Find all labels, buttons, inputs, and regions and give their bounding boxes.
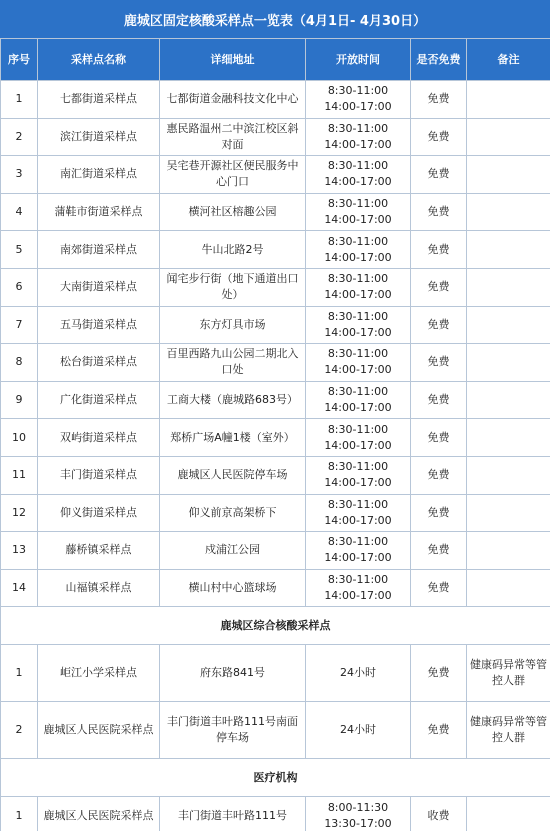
site-no: 5 bbox=[1, 231, 38, 269]
site-no: 3 bbox=[1, 156, 38, 194]
site-hours bbox=[306, 344, 411, 382]
site-hours bbox=[306, 569, 411, 607]
table-row bbox=[1, 344, 550, 382]
section-medical bbox=[1, 759, 550, 797]
site-address: 惠民路温州二中滨江校区斜对面 bbox=[160, 118, 306, 156]
header-address: 详细地址 bbox=[160, 39, 306, 81]
table-row bbox=[1, 532, 550, 570]
site-no: 1 bbox=[1, 797, 38, 831]
site-fee: 免费 bbox=[411, 306, 467, 344]
site-note: 健康码异常等管控人群 bbox=[467, 645, 550, 702]
table-row bbox=[1, 569, 550, 607]
site-address: 横河社区榕趣公园 bbox=[160, 193, 306, 231]
site-hours-line: 8:30-11:00 bbox=[327, 573, 389, 587]
site-fee: 免费 bbox=[411, 344, 467, 382]
site-hours-line: 14:00-17:00 bbox=[324, 476, 392, 490]
table-row bbox=[1, 231, 550, 269]
site-no: 1 bbox=[1, 645, 38, 702]
site-no: 2 bbox=[1, 118, 38, 156]
site-fee: 收费 bbox=[411, 797, 467, 831]
site-address: 丰门街道丰叶路111号 bbox=[160, 797, 306, 831]
site-hours-line: 14:00-17:00 bbox=[324, 213, 392, 227]
site-name: 五马街道采样点 bbox=[38, 306, 160, 344]
table-row bbox=[1, 456, 550, 494]
site-no: 2 bbox=[1, 702, 38, 759]
site-hours bbox=[306, 156, 411, 194]
site-name: 蒲鞋市街道采样点 bbox=[38, 193, 160, 231]
site-hours bbox=[306, 231, 411, 269]
site-note bbox=[467, 193, 550, 231]
site-note bbox=[467, 569, 550, 607]
site-note bbox=[467, 494, 550, 532]
site-hours-line: 8:30-11:00 bbox=[327, 309, 389, 323]
site-fee: 免费 bbox=[411, 268, 467, 306]
site-hours-line: 8:30-11:00 bbox=[327, 272, 389, 286]
section-comprehensive-label: 鹿城区综合核酸采样点 bbox=[1, 607, 550, 645]
site-hours bbox=[306, 532, 411, 570]
site-name: 松台街道采样点 bbox=[38, 344, 160, 382]
site-note bbox=[467, 344, 550, 382]
site-fee: 免费 bbox=[411, 156, 467, 194]
sampling-sites-table bbox=[0, 38, 550, 831]
site-hours-line: 14:00-17:00 bbox=[324, 589, 392, 603]
site-name: 双屿街道采样点 bbox=[38, 419, 160, 457]
site-name: 大南街道采样点 bbox=[38, 268, 160, 306]
site-no: 1 bbox=[1, 81, 38, 119]
site-no: 9 bbox=[1, 381, 38, 419]
site-hours-line: 8:30-11:00 bbox=[327, 347, 389, 361]
table-row bbox=[1, 702, 550, 759]
site-address: 吴宅巷开源社区便民服务中心门口 bbox=[160, 156, 306, 194]
site-hours bbox=[306, 81, 411, 119]
table-row bbox=[1, 494, 550, 532]
site-no: 8 bbox=[1, 344, 38, 382]
site-address: 横山村中心篮球场 bbox=[160, 569, 306, 607]
site-no: 14 bbox=[1, 569, 38, 607]
table-row bbox=[1, 419, 550, 457]
table-row bbox=[1, 268, 550, 306]
site-name: 藤桥镇采样点 bbox=[38, 532, 160, 570]
site-hours bbox=[306, 381, 411, 419]
site-note bbox=[467, 306, 550, 344]
site-hours-line: 8:30-11:00 bbox=[327, 84, 389, 98]
site-hours-line: 8:30-11:00 bbox=[327, 535, 389, 549]
site-hours-line: 8:30-11:00 bbox=[327, 422, 389, 436]
table-row bbox=[1, 645, 550, 702]
site-note bbox=[467, 797, 550, 831]
header-hours: 开放时间 bbox=[306, 39, 411, 81]
table-title: 鹿城区固定核酸采样点一览表（4月1日- 4月30日） bbox=[0, 0, 550, 38]
header-name: 采样点名称 bbox=[38, 39, 160, 81]
table-row bbox=[1, 81, 550, 119]
site-name: 南汇街道采样点 bbox=[38, 156, 160, 194]
site-note bbox=[467, 268, 550, 306]
site-note bbox=[467, 118, 550, 156]
site-address: 七都街道金融科技文化中心 bbox=[160, 81, 306, 119]
site-note bbox=[467, 231, 550, 269]
table-row bbox=[1, 306, 550, 344]
site-hours-line: 8:30-11:00 bbox=[327, 460, 389, 474]
table-row bbox=[1, 381, 550, 419]
site-fee: 免费 bbox=[411, 456, 467, 494]
site-note bbox=[467, 456, 550, 494]
site-address: 戍浦江公园 bbox=[160, 532, 306, 570]
site-hours-line: 24小时 bbox=[340, 723, 376, 737]
site-hours-line: 8:30-11:00 bbox=[327, 234, 389, 248]
site-hours-line: 14:00-17:00 bbox=[324, 175, 392, 189]
header-no: 序号 bbox=[1, 39, 38, 81]
site-fee: 免费 bbox=[411, 645, 467, 702]
site-hours bbox=[306, 456, 411, 494]
site-fee: 免费 bbox=[411, 193, 467, 231]
site-no: 4 bbox=[1, 193, 38, 231]
table-row bbox=[1, 193, 550, 231]
site-hours-line: 8:00-11:30 bbox=[327, 800, 389, 814]
site-fee: 免费 bbox=[411, 419, 467, 457]
site-no: 10 bbox=[1, 419, 38, 457]
site-hours-line: 14:00-17:00 bbox=[324, 137, 392, 151]
site-name: 南郊街道采样点 bbox=[38, 231, 160, 269]
site-fee: 免费 bbox=[411, 118, 467, 156]
site-fee: 免费 bbox=[411, 381, 467, 419]
site-fee: 免费 bbox=[411, 494, 467, 532]
site-hours bbox=[306, 494, 411, 532]
site-hours-line: 8:30-11:00 bbox=[327, 385, 389, 399]
site-address: 工商大楼（鹿城路683号） bbox=[160, 381, 306, 419]
site-hours bbox=[306, 306, 411, 344]
site-hours bbox=[306, 797, 411, 831]
site-fee: 免费 bbox=[411, 702, 467, 759]
site-hours bbox=[306, 118, 411, 156]
site-no: 11 bbox=[1, 456, 38, 494]
site-hours-line: 13:30-17:00 bbox=[324, 816, 392, 830]
site-note bbox=[467, 532, 550, 570]
site-hours bbox=[306, 419, 411, 457]
site-hours bbox=[306, 702, 411, 759]
site-fee: 免费 bbox=[411, 532, 467, 570]
site-no: 13 bbox=[1, 532, 38, 570]
site-hours-line: 8:30-11:00 bbox=[327, 121, 389, 135]
site-hours-line: 24小时 bbox=[340, 666, 376, 680]
site-name: 岠江小学采样点 bbox=[38, 645, 160, 702]
site-hours-line: 14:00-17:00 bbox=[324, 250, 392, 264]
site-name: 滨江街道采样点 bbox=[38, 118, 160, 156]
site-note: 健康码异常等管控人群 bbox=[467, 702, 550, 759]
site-no: 6 bbox=[1, 268, 38, 306]
site-hours bbox=[306, 193, 411, 231]
table-row bbox=[1, 118, 550, 156]
site-address: 仰义前京高架桥下 bbox=[160, 494, 306, 532]
section-comprehensive bbox=[1, 607, 550, 645]
site-hours-line: 14:00-17:00 bbox=[324, 551, 392, 565]
header-note: 备注 bbox=[467, 39, 550, 81]
site-address: 府东路841号 bbox=[160, 645, 306, 702]
site-note bbox=[467, 156, 550, 194]
site-hours bbox=[306, 645, 411, 702]
site-name: 仰义街道采样点 bbox=[38, 494, 160, 532]
site-hours-line: 14:00-17:00 bbox=[324, 325, 392, 339]
site-hours-line: 14:00-17:00 bbox=[324, 513, 392, 527]
site-address: 郑桥广场A幢1楼（室外） bbox=[160, 419, 306, 457]
site-name: 山福镇采样点 bbox=[38, 569, 160, 607]
site-hours-line: 14:00-17:00 bbox=[324, 401, 392, 415]
site-hours-line: 8:30-11:00 bbox=[327, 497, 389, 511]
site-note bbox=[467, 419, 550, 457]
site-no: 12 bbox=[1, 494, 38, 532]
table-row bbox=[1, 156, 550, 194]
site-name: 七都街道采样点 bbox=[38, 81, 160, 119]
site-address: 鹿城区人民医院停车场 bbox=[160, 456, 306, 494]
site-address: 闻宅步行街（地下通道出口处） bbox=[160, 268, 306, 306]
site-hours-line: 8:30-11:00 bbox=[327, 159, 389, 173]
header-free: 是否免费 bbox=[411, 39, 467, 81]
header-row bbox=[1, 39, 550, 81]
site-address: 丰门街道丰叶路111号南面停车场 bbox=[160, 702, 306, 759]
site-note bbox=[467, 81, 550, 119]
site-name: 鹿城区人民医院采样点 bbox=[38, 702, 160, 759]
site-address: 东方灯具市场 bbox=[160, 306, 306, 344]
table-row bbox=[1, 797, 550, 831]
section-medical-label: 医疗机构 bbox=[1, 759, 550, 797]
site-fee: 免费 bbox=[411, 569, 467, 607]
site-hours-line: 14:00-17:00 bbox=[324, 100, 392, 114]
site-no: 7 bbox=[1, 306, 38, 344]
site-fee: 免费 bbox=[411, 231, 467, 269]
site-hours bbox=[306, 268, 411, 306]
site-fee: 免费 bbox=[411, 81, 467, 119]
site-address: 牛山北路2号 bbox=[160, 231, 306, 269]
site-hours-line: 14:00-17:00 bbox=[324, 288, 392, 302]
site-name: 鹿城区人民医院采样点 bbox=[38, 797, 160, 831]
site-name: 丰门街道采样点 bbox=[38, 456, 160, 494]
site-hours-line: 14:00-17:00 bbox=[324, 438, 392, 452]
site-name: 广化街道采样点 bbox=[38, 381, 160, 419]
site-note bbox=[467, 381, 550, 419]
site-address: 百里西路九山公园二期北入口处 bbox=[160, 344, 306, 382]
site-hours-line: 14:00-17:00 bbox=[324, 363, 392, 377]
site-hours-line: 8:30-11:00 bbox=[327, 197, 389, 211]
